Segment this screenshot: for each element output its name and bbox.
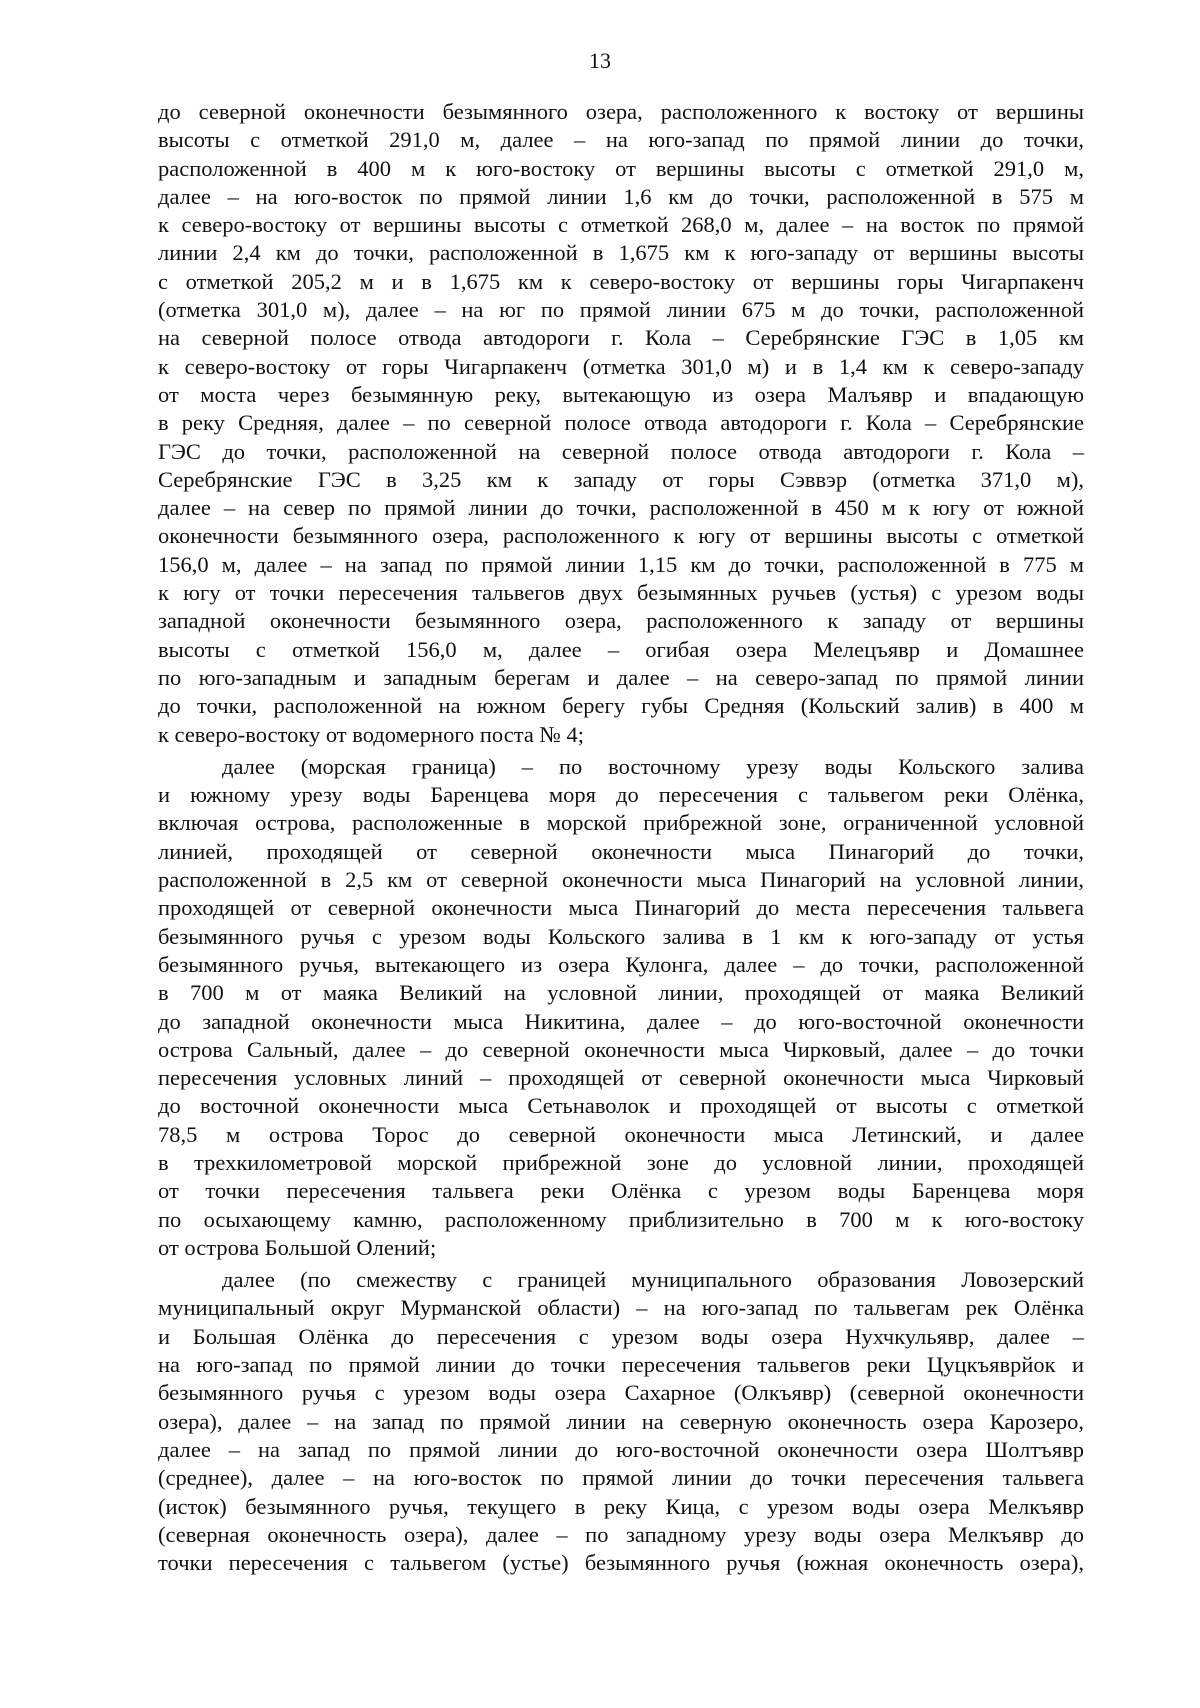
text-line: по осыхающему камню, расположенному приблизительно в 700 м к юго-востоку (158, 1206, 1084, 1232)
text-line: ГЭС до точки, расположенной на северной полосе отвода автодороги г. Кола – (158, 438, 1084, 464)
text-line: к северо-востоку от вершины высоты с отметкой 268,0 м, далее – на восток по прямой (158, 212, 1084, 238)
text-line: на северной полосе отвода автодороги г. Кола – Серебрянские ГЭС в 1,05 км (158, 325, 1084, 351)
text-line: 78,5 м острова Торос до северной оконечности мыса Летинский, и далее (158, 1121, 1084, 1147)
text-line: далее – на запад по прямой линии до юго-восточной оконечности озера Шолтъявр (158, 1436, 1084, 1462)
text-line: далее – на юго-восток по прямой линии 1,6 км до точки, расположенной в 575 м (158, 183, 1084, 209)
text-line: до западной оконечности мыса Никитина, далее – до юго-восточной оконечности (158, 1008, 1084, 1034)
text-line: (северная оконечность озера), далее – по западному урезу воды озера Мелкъявр до (158, 1521, 1084, 1547)
text-line: безымянного ручья с урезом воды Кольского залива в 1 км к юго-западу от устья (158, 923, 1084, 949)
document-body (158, 98, 1084, 1577)
text-line: по юго-западным и западным берегам и далее – на северо-запад по прямой линии (158, 664, 1084, 690)
text-line: в трехкилометровой морской прибрежной зоне до условной линии, проходящей (158, 1149, 1084, 1175)
text-line: муниципальный округ Мурманской области) – на юго-запад по тальвегам рек Олёнка (158, 1295, 1084, 1321)
text-line: к северо-востоку от горы Чигарпакенч (отметка 301,0 м) и в 1,4 км к северо-западу (158, 353, 1084, 379)
text-line: до восточной оконечности мыса Сетьнаволок и проходящей от высоты с отметкой (158, 1093, 1084, 1119)
text-line: и Большая Олёнка до пересечения с урезом воды озера Нухчкульявр, далее – (158, 1323, 1084, 1349)
text-line: высоты с отметкой 291,0 м, далее – на юго-запад по прямой линии до точки, (158, 127, 1084, 153)
text-line: (отметка 301,0 м), далее – на юг по прямой линии 675 м до точки, расположенной (158, 297, 1084, 323)
text-line: безымянного ручья с урезом воды озера Сахарное (Олкъявр) (северной оконечности (158, 1380, 1084, 1406)
text-line: западной оконечности безымянного озера, расположенного к западу от вершины (158, 608, 1084, 634)
text-line: до северной оконечности безымянного озера, расположенного к востоку от вершины (158, 99, 1084, 124)
text-line: расположенной в 2,5 км от северной оконечности мыса Пинагорий на условной линии, (158, 867, 1084, 893)
text-line: линии 2,4 км до точки, расположенной в 1,675 км к юго-западу от вершины высоты (158, 240, 1084, 266)
text-line: в 700 м от маяка Великий на условной линии, проходящей от маяка Великий (158, 980, 1084, 1006)
text-line: острова Сальный, далее – до северной оконечности мыса Чирковый, далее – до точки (158, 1036, 1084, 1062)
text-line: далее – на север по прямой линии до точки, расположенной в 450 м к югу от южной (158, 495, 1084, 521)
text-line: к северо-востоку от водомерного поста № 4; (158, 721, 585, 747)
paragraph (158, 98, 1084, 749)
text-line: от моста через безымянную реку, вытекающую из озера Малъявр и впадающую (158, 381, 1084, 407)
text-line: от острова Большой Олений; (158, 1234, 437, 1260)
text-line: и южному урезу воды Баренцева моря до пересечения с тальвегом реки Олёнка, (158, 782, 1084, 808)
text-line: (среднее), далее – на юго-восток по прямой линии до точки пересечения тальвега (158, 1465, 1084, 1491)
text-line: 156,0 м, далее – на запад по прямой линии 1,15 км до точки, расположенной в 775 м (158, 551, 1084, 577)
text-line: в реку Средняя, далее – по северной полосе отвода автодороги г. Кола – Серебрянские (158, 410, 1084, 436)
text-line: озера), далее – на запад по прямой линии на северную оконечность озера Карозеро, (158, 1408, 1084, 1434)
text-line: линией, проходящей от северной оконечности мыса Пинагорий до точки, (158, 838, 1084, 864)
text-line: расположенной в 400 м к юго-востоку от вершины высоты с отметкой 291,0 м, (158, 155, 1084, 181)
text-line: безымянного ручья, вытекающего из озера Кулонга, далее – до точки, расположенной (158, 951, 1084, 977)
text-line: оконечности безымянного озера, расположенного к югу от вершины высоты с отметкой (158, 523, 1084, 549)
text-line: до точки, расположенной на южном берегу губы Средняя (Кольский залив) в 400 м (158, 693, 1084, 719)
text-line: на юго-запад по прямой линии до точки пересечения тальвегов реки Цуцкъяврйок и (158, 1352, 1084, 1378)
text-line: высоты с отметкой 156,0 м, далее – огибая озера Мелецъявр и Домашнее (158, 636, 1084, 662)
text-line: к югу от точки пересечения тальвегов двух безымянных ручьев (устья) с урезом воды (158, 580, 1084, 606)
paragraph (158, 1266, 1084, 1577)
text-line: проходящей от северной оконечности мыса Пинагорий до места пересечения тальвега (158, 895, 1084, 921)
text-line: далее (морская граница) – по восточному урезу воды Кольского залива (222, 753, 1084, 779)
text-line: от точки пересечения тальвега реки Олёнка с урезом воды Баренцева моря (158, 1178, 1084, 1204)
text-line: (исток) безымянного ручья, текущего в реку Кица, с урезом воды озера Мелкъявр (158, 1493, 1084, 1519)
page-number: 13 (589, 48, 611, 73)
paragraph (158, 753, 1084, 1262)
text-line: далее (по смежеству с границей муниципального образования Ловозерский (222, 1267, 1084, 1293)
text-line: включая острова, расположенные в морской прибрежной зоне, ограниченной условной (158, 810, 1084, 836)
text-line: точки пересечения с тальвегом (устье) безымянного ручья (южная оконечность озера), (158, 1550, 1084, 1576)
text-line: с отметкой 205,2 м и в 1,675 км к северо-востоку от вершины горы Чигарпакенч (158, 268, 1084, 294)
text-line: Серебрянские ГЭС в 3,25 км к западу от горы Сэввэр (отметка 371,0 м), (158, 466, 1084, 492)
text-line: пересечения условных линий – проходящей от северной оконечности мыса Чирковый (158, 1065, 1084, 1091)
